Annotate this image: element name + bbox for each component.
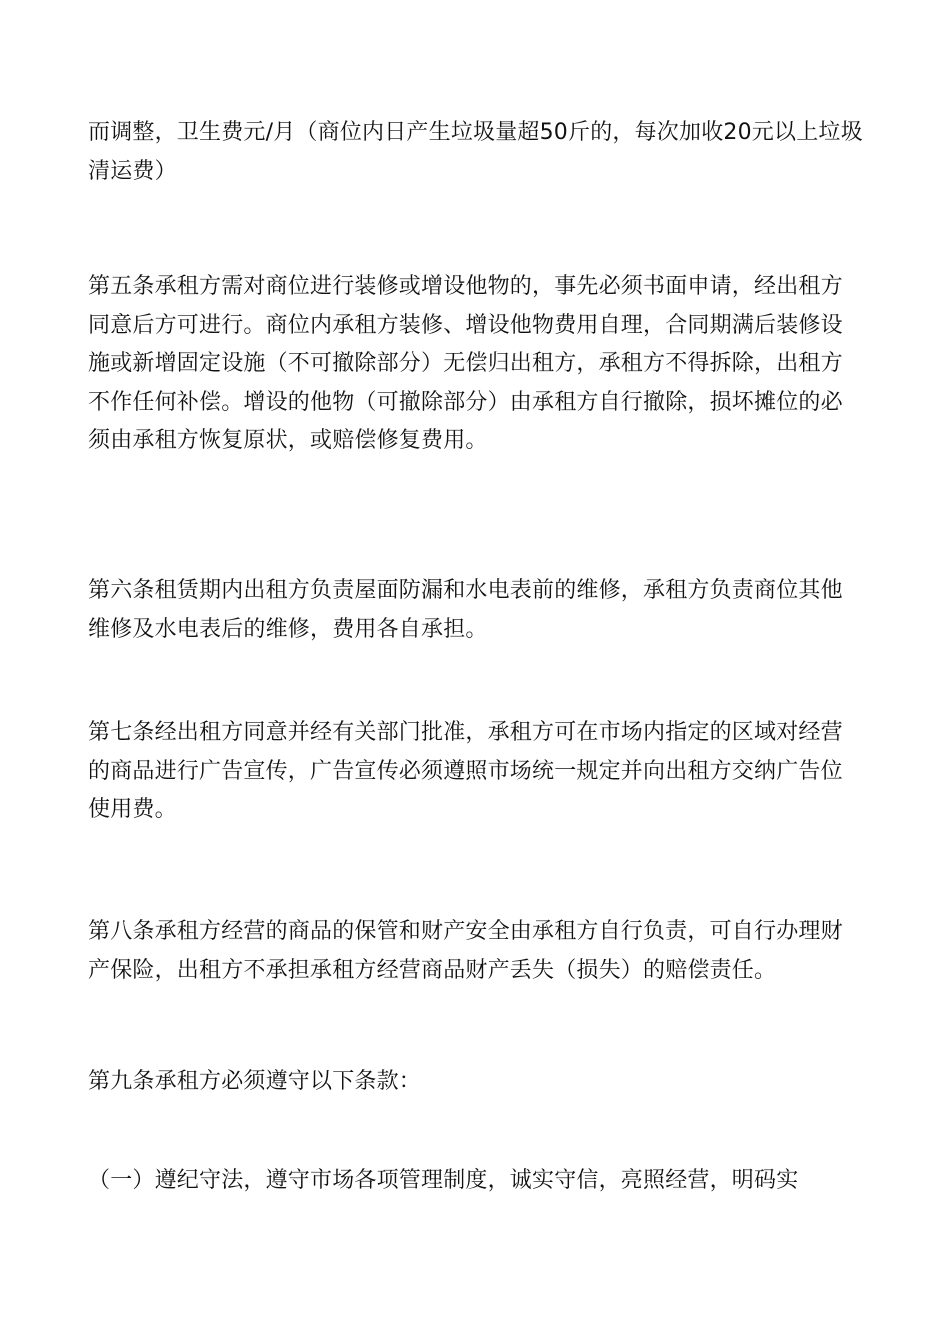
paragraph-article-7: 第七条经出租方同意并经有关部门批准，承租方可在市场内指定的区域对经营的商品进行广告宣传，广告宣传必须遵照市场统一规定并向出租方交纳广告位使用费。 xyxy=(88,720,843,822)
paragraph-fee-adjustment: 而调整，卫生费元/月（商位内日产生垃圾量超50斤的，每次加收20元以上垃圾清运费） xyxy=(88,120,863,184)
paragraph-article-9: 第九条承租方必须遵守以下条款： xyxy=(88,1069,422,1094)
paragraph-article-5: 第五条承租方需对商位进行装修或增设他物的，事先必须书面申请，经出租方同意后方可进行。商位内承租方装修、增设他物费用自理，合同期满后装修设施或新增固定设施（不可撤除部分）无偿归出租方，承租方不得拆除，出租方不作任何补偿。增设的他物（可撤除部分）由承租方自行撤除，损坏摊位的必须由承租方恢复原状，或赔偿修复费用。 xyxy=(88,274,843,453)
paragraph-clause-1: （一）遵纪守法，遵守市场各项管理制度，诚实守信，亮照经营，明码实 xyxy=(88,1168,799,1193)
paragraph-article-6: 第六条租赁期内出租方负责屋面防漏和水电表前的维修，承租方负责商位其他维修及水电表后的维修，费用各自承担。 xyxy=(88,578,843,642)
paragraph-article-8: 第八条承租方经营的商品的保管和财产安全由承租方自行负责，可自行办理财产保险，出租方不承担承租方经营商品财产丢失（损失）的赔偿责任。 xyxy=(88,919,843,983)
